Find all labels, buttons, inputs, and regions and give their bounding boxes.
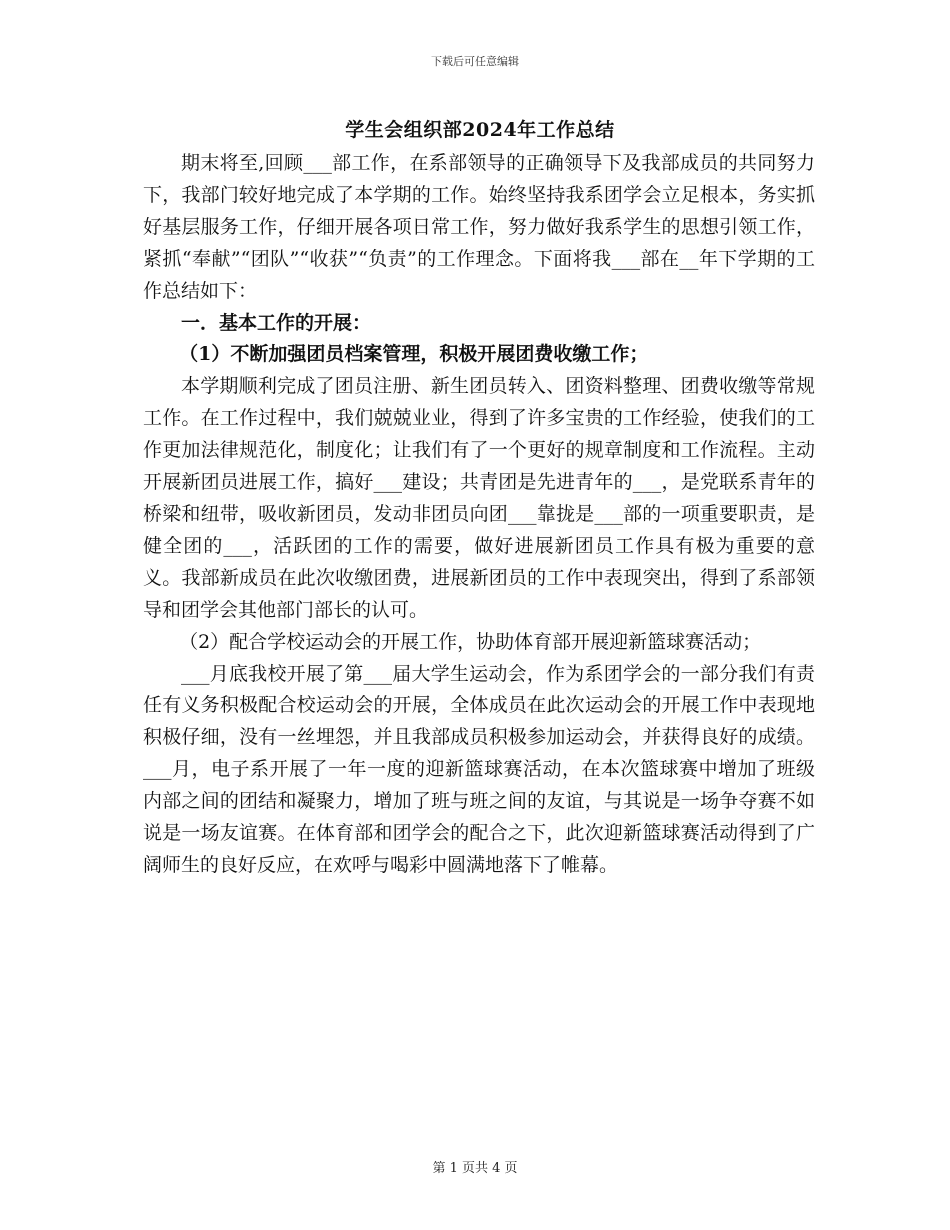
document-title: 学生会组织部2024年工作总结 xyxy=(345,119,615,141)
intro-paragraph: 期末将至,回顾___部工作，在系部领导的正确领导下及我部成员的共同努力下，我部门较好地完成了本学期的工作。始终坚持我系团学会立足根本，务实抓好基层服务工作，仔细开展各项日常工作，努力做好我系学生的思想引领工作，紧抓“奉献”“团队”“收获”“负责”的工作理念。下面将我___部在__年下学期的工作总结如下： xyxy=(143,152,815,302)
page-number: 第 1 页共 4 页 xyxy=(432,1161,518,1176)
body-paragraph-2: ___月底我校开展了第___届大学生运动会，作为系团学会的一部分我们有责任有义务积极配合校运动会的开展，全体成员在此次运动会的开展工作中表现地积极仔细，没有一丝埋怨，并且我部成员积极参加运动会，并获得良好的成绩。___月，电子系开展了一年一度的迎新篮球赛活动，在本次篮球赛中增加了班级内部之间的团结和凝聚力，增加了班与班之间的友谊，与其说是一场争夺赛不如说是一场友谊赛。在体育部和团学会的配合之下，此次迎新篮球赛活动得到了广阔师生的良好反应，在欢呼与喝彩中圆满地落下了帷幕。 xyxy=(143,662,815,876)
body-paragraph-1: 本学期顺利完成了团员注册、新生团员转入、团资料整理、团费收缴等常规工作。在工作过程中，我们兢兢业业，得到了许多宝贵的工作经验，使我们的工作更加法律规范化，制度化；让我们有了一个更好的规章制度和工作流程。主动开展新团员进展工作，搞好___建设；共青团是先进青年的___，是党联系青年的桥梁和纽带，吸收新团员，发动非团员向团___靠拢是___部的一项重要职责，是健全团的___，活跃团的工作的需要，做好进展新团员工作具有极为重要的意义。我部新成员在此次收缴团费，进展新团员的工作中表现突出，得到了系部领导和团学会其他部门部长的认可。 xyxy=(143,375,815,621)
section-heading: 一．基本工作的开展： xyxy=(181,311,372,334)
download-note: 下载后可任意编辑 xyxy=(431,55,519,68)
subsection-heading-2: （2）配合学校运动会的开展工作，协助体育部开展迎新篮球赛活动； xyxy=(179,630,762,653)
document-body xyxy=(143,148,815,882)
subsection-heading-1: （1）不断加强团员档案管理，积极开展团费收缴工作； xyxy=(179,343,649,366)
